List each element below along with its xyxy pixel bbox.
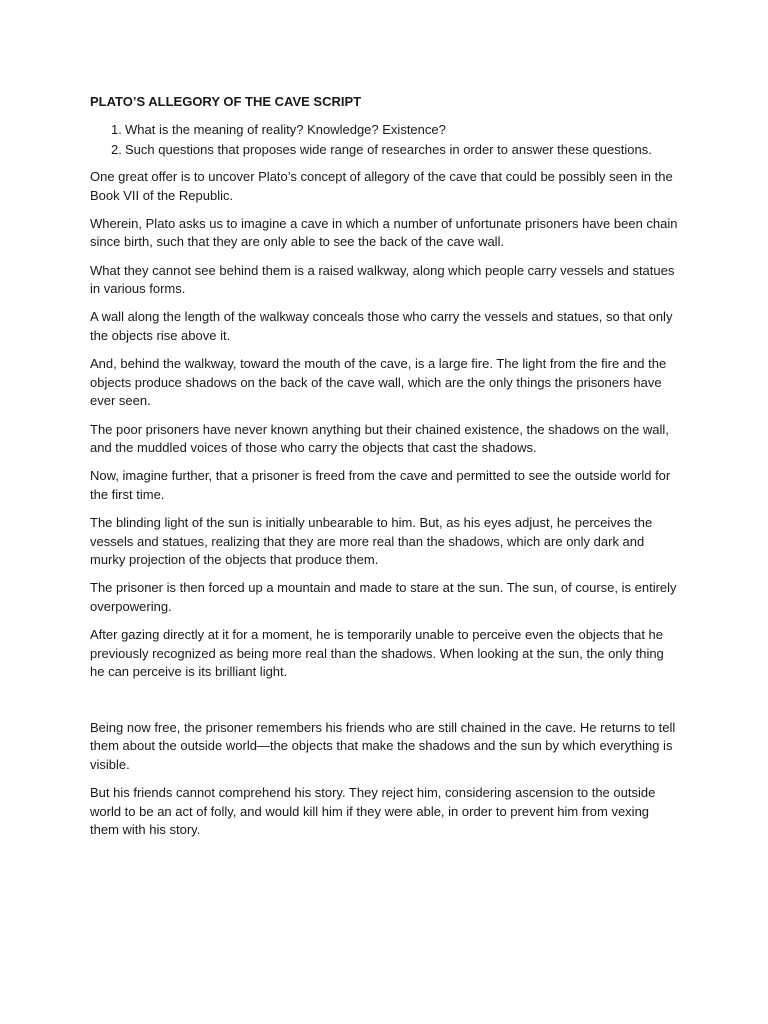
paragraph: Wherein, Plato asks us to imagine a cave in which a number of unfortunate prisoners have been chain since birth, such that they are only able to see the back of the cave wall. [90,215,678,250]
paragraph: The prisoner is then forced up a mountain and made to stare at the sun. The sun, of course, is entirely overpowering. [90,580,677,615]
paragraph: The blinding light of the sun is initially unbearable to him. But, as his eyes adjust, he perceives the vessels and statues, realizing that they are more real than the shadows, which are only dark and murky projection of the objects that produce them. [90,515,653,568]
paragraph: Being now free, the prisoner remembers his friends who are still chained in the cave. He returns to tell them about the outside world—the objects that make the shadows and the sun by which everything is visible. [90,719,676,772]
paragraph: And, behind the walkway, toward the mouth of the cave, is a large fire. The light from the fire and the objects produce shadows on the back of the cave wall, which are the only things the prisoners have ever seen. [90,356,667,409]
paragraph: But his friends cannot comprehend his story. They reject him, considering ascension to the outside world to be an act of folly, and would kill him if they were able, in order to prevent him from vexing them with his story. [90,784,656,838]
paragraph: Now, imagine further, that a prisoner is freed from the cave and permitted to see the outside world for the first time. [90,468,671,502]
paragraph: The poor prisoners have never known anything but their chained existence, the shadows on the wall, and the muddled voices of those who carry the objects that cast the shadows. [90,421,669,456]
question-list [90,120,680,160]
list-item-text: What is the meaning of reality? Knowledge? Existence? [125,122,446,137]
list-item-text: Such questions that proposes wide range of researches in order to answer these questions. [125,142,652,157]
list-item [111,120,680,140]
list-item-number: 1. [111,122,122,137]
paragraph: One great offer is to uncover Plato’s concept of allegory of the cave that could be possibly seen in the Book VII of the Republic. [90,169,673,203]
paragraph: What they cannot see behind them is a raised walkway, along which people carry vessels and statues in various forms. [90,262,675,297]
paragraph: A wall along the length of the walkway conceals those who carry the vessels and statues, so that only the objects rise above it. [90,309,673,343]
list-item-number: 2. [111,142,122,157]
paragraph: After gazing directly at it for a moment, he is temporarily unable to perceive even the objects that he previously recognized as being more real than the shadows. When looking at the sun, the only thing he can perceive is its brilliant light. [90,627,664,680]
list-item [111,140,680,160]
section-spacer [90,692,680,719]
document-title: PLATO’S ALLEGORY OF THE CAVE SCRIPT [90,94,362,109]
